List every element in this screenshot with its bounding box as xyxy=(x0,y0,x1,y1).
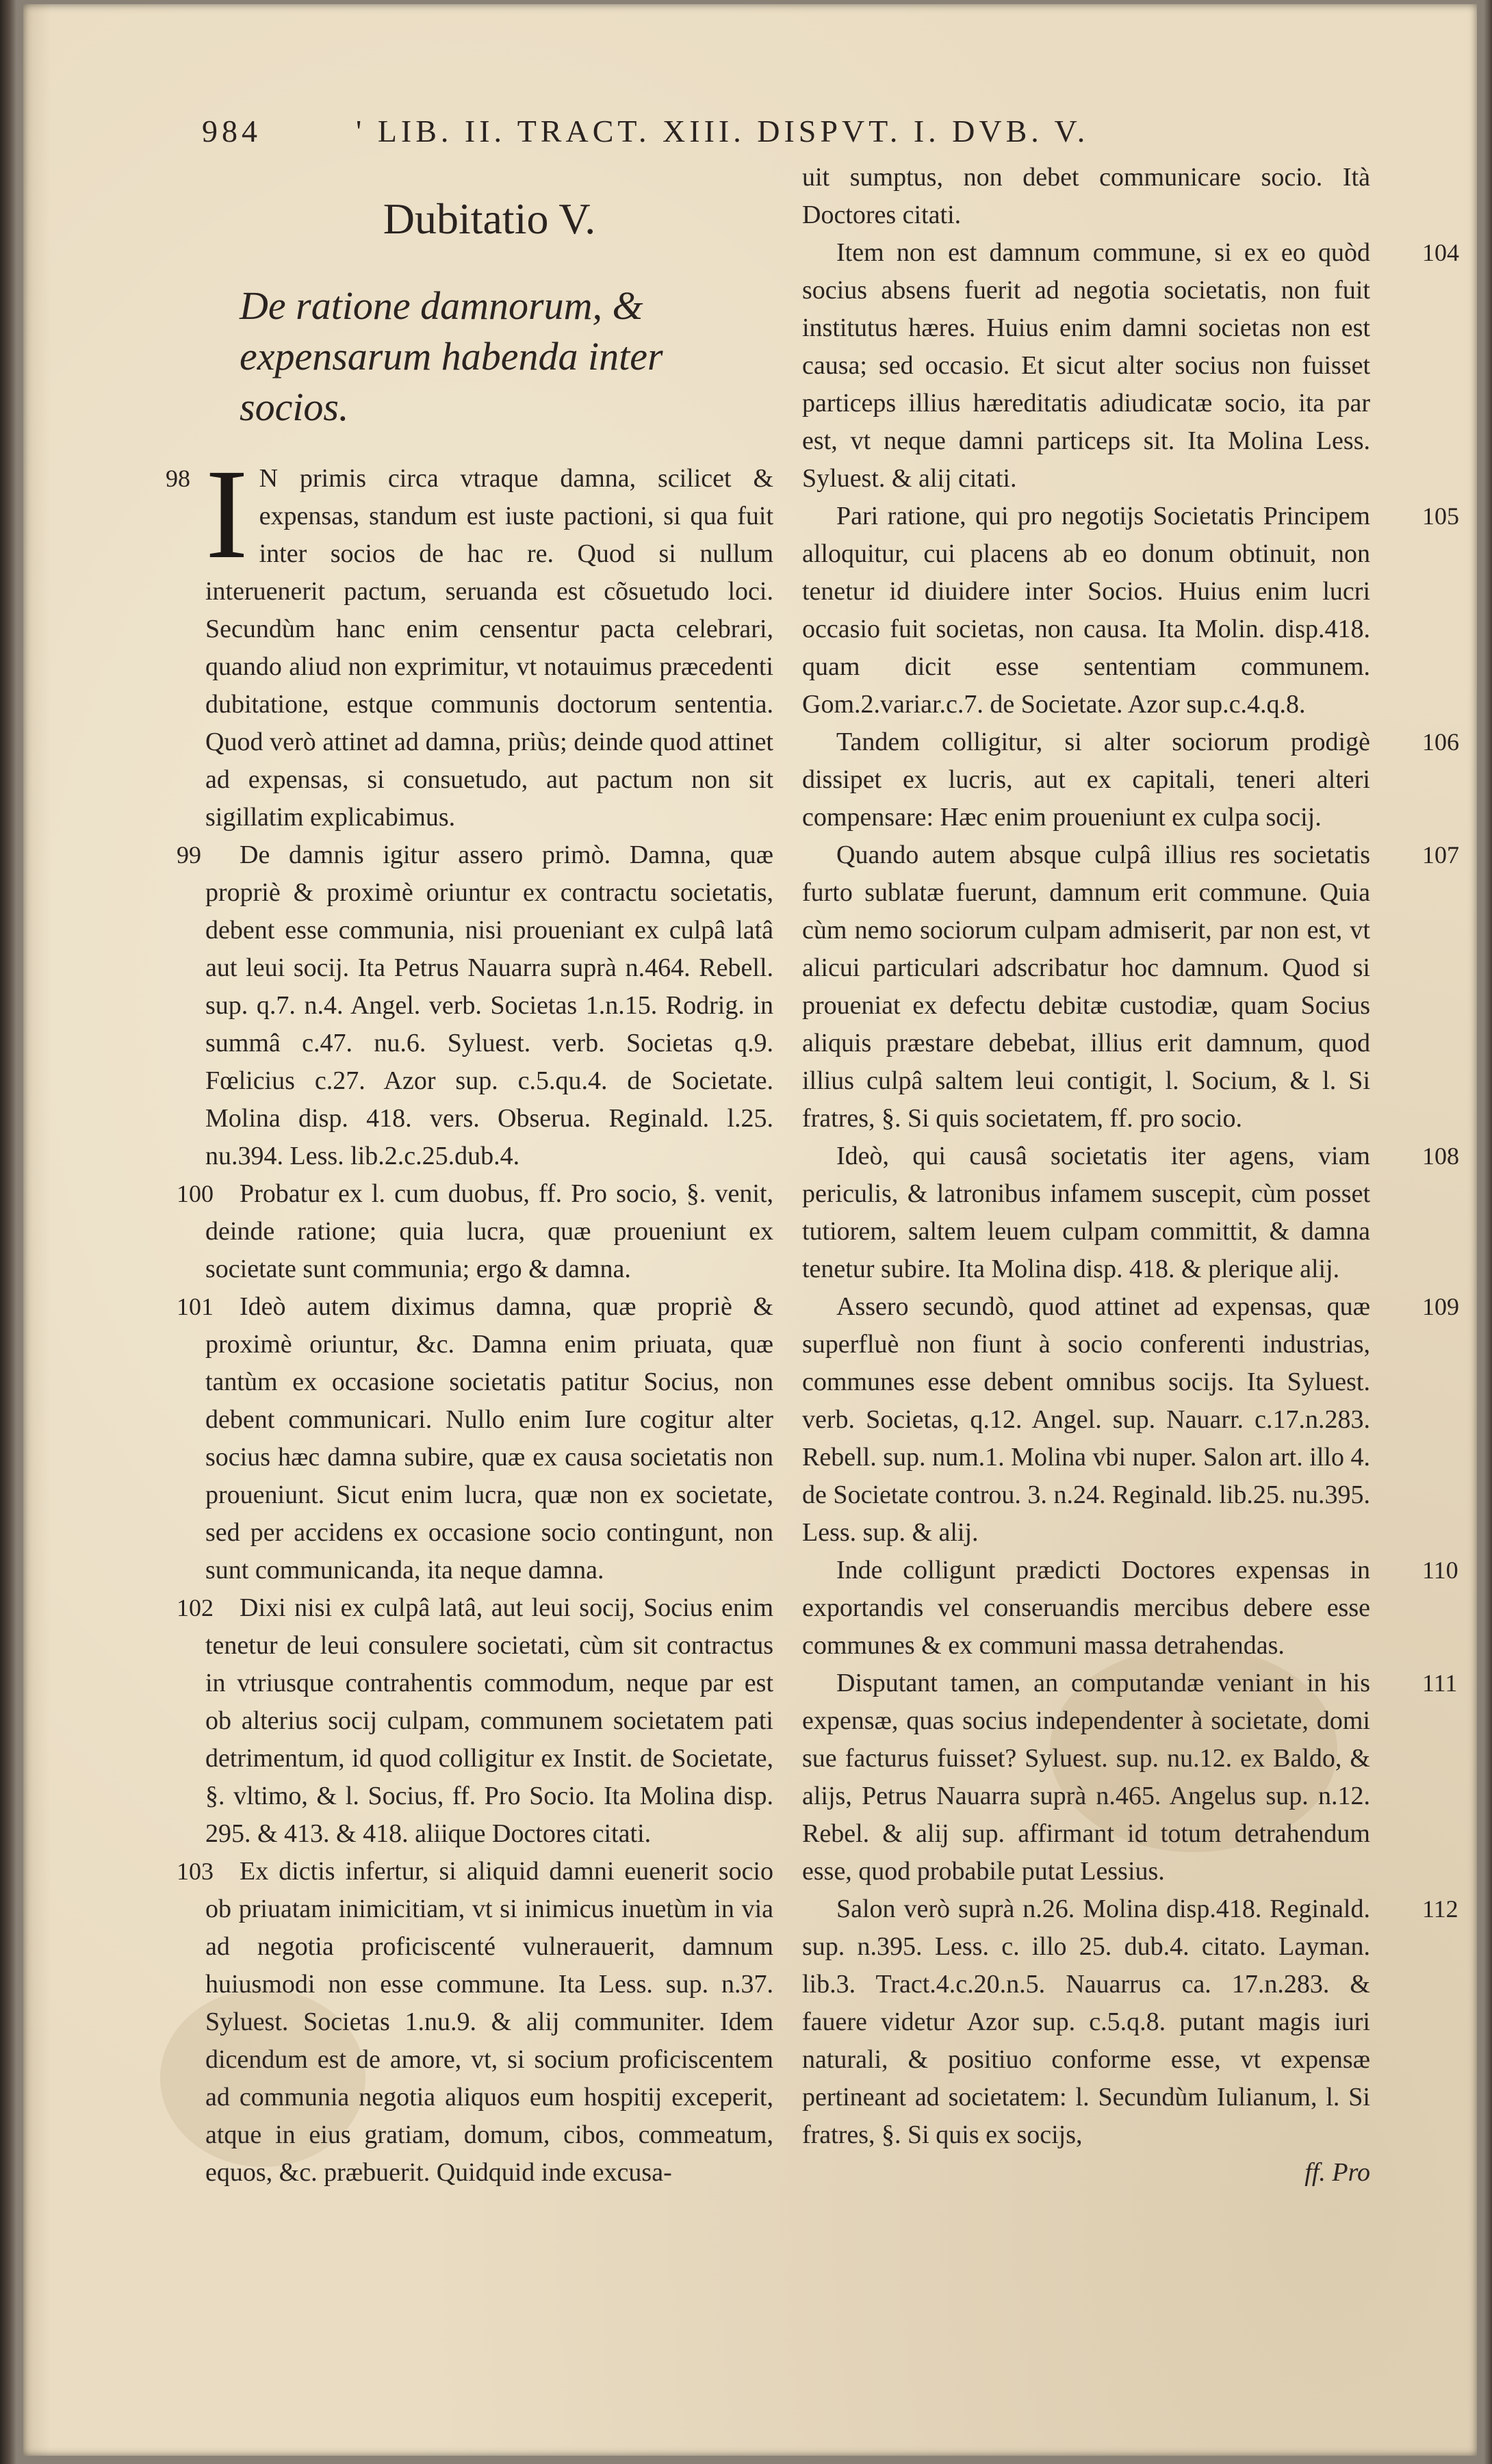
paragraph xyxy=(802,234,1459,498)
paragraph xyxy=(802,1665,1458,1890)
page-number: 984 xyxy=(202,114,261,149)
paragraph-number: 104 xyxy=(1422,239,1459,266)
paragraph xyxy=(802,1552,1458,1665)
paragraph-text: Quando autem absque culpâ illius res societatis furto sublatæ fuerunt, damnum erit commune. Quia cùm nemo sociorum culpam admiserit, par non est, vt alicui particulari adscribatur hoc damnum. Quod si proueniat ex defectu debitæ custodiæ, quam Socius aliquis præstare debebat, illius erit damnum, quod illius culpâ saltem leui contigit, l. Socium, & l. Si fratres, §. Si quis societatem, ff. pro socio. xyxy=(802,840,1370,1133)
paragraph xyxy=(177,1288,773,1589)
paragraph-number: 105 xyxy=(1422,502,1459,530)
paragraph xyxy=(802,1138,1459,1288)
paragraph-number: 103 xyxy=(177,1858,214,1885)
chapter-subtitle: De ratione damnorum, & expensarum habenda inter socios. xyxy=(240,283,663,429)
drop-cap: I xyxy=(205,442,248,585)
paragraph xyxy=(177,1853,773,2192)
paragraph-text: uit sumptus, non debet communicare socio. Ità Doctores citati. xyxy=(802,163,1370,229)
paragraph-text: Salon verò suprà n.26. Molina disp.418. Reginald. sup. n.395. Less. c. illo 25. dub.4. citato. Layman. lib.3. Tract.4.c.20.n.5. Nauarrus ca. 17.n.283. & fauere videtur Azor sup. c.5.q.8. putant magis iuri naturali, & positiuo conforme esse, vt expensæ pertineant ad societatem: l. Secundùm Iulianum, l. Si fratres, §. Si quis ex socijs, xyxy=(802,1895,1370,2149)
paragraph-text: Disputant tamen, an computandæ veniant in his expensæ, quas socius independenter à societate, domi sue facturus fuisset? Syluest. sup. nu.12. ex Baldo, & alijs, Petrus Nauarra suprà n.465. Angelus sup. n.12. Rebel. & alij sup. affirmant id totum detrahendum esse, quod probabile putat Lessius. xyxy=(802,1669,1370,1886)
paragraph xyxy=(802,1288,1459,1552)
paragraph-number: 107 xyxy=(1422,841,1459,869)
paragraph xyxy=(802,1890,1458,2154)
chapter-title: Dubitatio V. xyxy=(383,194,596,243)
paragraph xyxy=(802,723,1459,836)
page-header xyxy=(202,113,1365,161)
paragraph-text: N primis circa vtraque damna, scilicet & expensas, standum est iuste pactioni, si qua fuit inter socios de hac re. Quod si nullum interuenerit pactum, seruanda est cõsuetudo loci. Secundùm hanc enim censentur pacta celebrari, quando aliud non exprimitur, vt notauimus præcedenti dubitatione, estque communis doctorum sententia. Quod verò attinet ad damna, priùs; deinde quod attinet ad expensas, si consuetudo, aut pactum non sit sigillatim explicabimus. xyxy=(205,464,773,832)
paragraph-number: 111 xyxy=(1422,1669,1458,1697)
paragraph xyxy=(166,442,773,836)
paragraph-text: Inde colligunt prædicti Doctores expensas in exportandis vel conseruandis mercibus debere esse communes & ex communi massa detrahendas. xyxy=(802,1556,1370,1660)
running-head: ' LIB. II. TRACT. XIII. DISPVT. I. DVB. V. xyxy=(356,114,1090,149)
paragraph-number: 108 xyxy=(1422,1142,1459,1170)
paragraph xyxy=(177,1589,773,1853)
paragraph-number: 109 xyxy=(1422,1293,1459,1320)
paragraph xyxy=(802,159,1370,234)
paragraph-number: 106 xyxy=(1422,728,1459,756)
paragraph-number: 101 xyxy=(177,1293,214,1320)
paragraph-text: Probatur ex l. cum duobus, ff. Pro socio, §. venit, deinde ratione; quia lucra, quæ proueniunt ex societate sunt communia; ergo & damna. xyxy=(205,1179,773,1283)
paragraph-text: Ex dictis infertur, si aliquid damni euenerit socio ob priuatam inimicitiam, vt si inimicus inuetùm in via ad negotia proficiscenté vulnerauerit, damnum huiusmodi non esse commune. Ita Less. sup. n.37. Syluest. Societas 1.nu.9. & alij communiter. Idem dicendum est de amore, vt, si socium proficiscentem ad communia negotia aliquos eum hospitij exceperit, atque in eius gratiam, domum, cibos, commeatum, equos, &c. præbuerit. Quidquid inde excusa- xyxy=(205,1857,773,2187)
paragraph-number: 99 xyxy=(177,841,201,869)
paragraph-text: Dixi nisi ex culpâ latâ, aut leui socij, Socius enim tenetur de leui consulere societati, cùm sit contractus in vtriusque contrahentis commodum, neque par est ob alterius socij culpam, communem societatem pati detrimentum, id quod colligitur ex Instit. de Societate, §. vltimo, & l. Socius, ff. Pro Socio. Ita Molina disp. 295. & 413. & 418. aliique Doctores citati. xyxy=(205,1593,773,1848)
paragraph-text: Pari ratione, qui pro negotijs Societatis Principem alloquitur, cui placens ab eo donum obtinuit, non tenetur id diuidere inter Socios. Huius enim lucri occasio fuit societas, non causa. Ita Molin. disp.418. quam dicit esse sententiam communem. Gom.2.variar.c.7. de Societate. Azor sup.c.4.q.8. xyxy=(802,502,1370,719)
catchword: ff. Pro xyxy=(1304,2158,1370,2187)
paragraph-text: Ideò, qui causâ societatis iter agens, viam periculis, & latronibus infamem suscepit, cùm posset tutiorem, saltem leuem culpam committit, & damna tenetur subire. Ita Molina disp. 418. & plerique alij. xyxy=(802,1142,1370,1283)
paragraph-number: 110 xyxy=(1422,1556,1458,1584)
paragraph xyxy=(802,498,1459,723)
paragraph-text: Ideò autem diximus damna, quæ propriè & proximè oriuntur, &c. Damna enim priuata, quæ tantùm ex occasione societatis patitur Socius, non debent communicari. Nullo enim Iure cogitur alter socius hæc damna subire, quæ ex causa societatis non proueniunt. Sicut enim lucra, quæ non ex societate, sed per accidens ex occasione socio contingunt, non sunt communicanda, ita neque damna. xyxy=(205,1292,773,1584)
left-column xyxy=(166,171,773,2192)
paragraph-text: Tandem colligitur, si alter sociorum prodigè dissipet ex lucris, aut ex capitali, teneri alteri compensare: Hæc enim proueniunt ex culpa socij. xyxy=(802,728,1370,832)
paragraph-text: Assero secundò, quod attinet ad expensas, quæ superfluè non fiunt à socio conferenti industrias, communes esse debent omnibus socijs. Ita Syluest. verb. Societas, q.12. Angel. sup. Nauarr. c.17.n.283. Rebell. sup. num.1. Molina vbi nuper. Salon art. illo 4. de Societate controu. 3. n.24. Reginald. lib.25. nu.395. Less. sup. & alij. xyxy=(802,1292,1370,1547)
paragraph xyxy=(802,836,1459,1138)
paragraph xyxy=(177,836,773,1175)
paragraph-number: 98 xyxy=(166,465,190,492)
right-column xyxy=(802,159,1459,2192)
paragraph-number: 100 xyxy=(177,1180,214,1207)
paragraph-text: De damnis igitur assero primò. Damna, quæ propriè & proximè oriuntur ex contractu societatis, debent esse communia, nisi proueniant ex culpâ latâ aut leui socij. Ita Petrus Nauarra suprà n.464. Rebell. sup. q.7. n.4. Angel. verb. Societas 1.n.15. Rodrig. in summâ c.47. nu.6. Syluest. verb. Societas q.9. Fœlicius c.27. Azor sup. c.5.qu.4. de Societate. Molina disp. 418. vers. Obserua. Reginald. l.25. nu.394. Less. lib.2.c.25.dub.4. xyxy=(205,840,773,1170)
paragraph xyxy=(177,1175,773,1288)
paragraph-number: 102 xyxy=(177,1594,214,1621)
paragraph-number: 112 xyxy=(1422,1895,1458,1923)
paragraph-text: Item non est damnum commune, si ex eo quòd socius absens fuerit ad negotia societatis, non fuit institutus hæres. Huius enim damni societas non est causa; sed occasio. Et sicut alter socius non fuisset particeps illius hæreditatis adiudicatæ socio, ita par est, vt neque damni particeps sit. Ita Molina Less. Syluest. & alij citati. xyxy=(802,238,1370,493)
